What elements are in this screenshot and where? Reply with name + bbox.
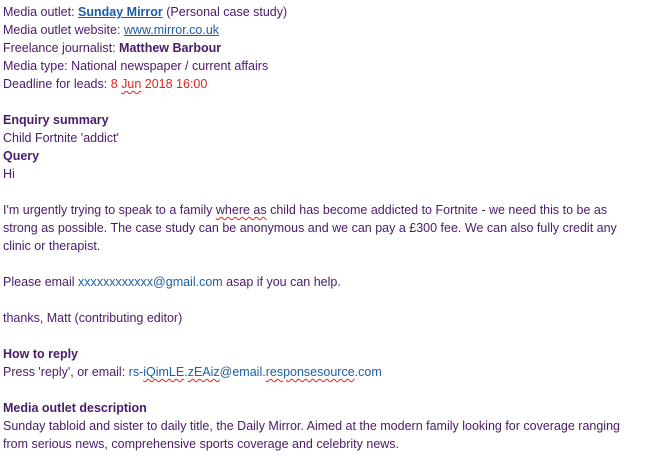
reply-email-part: @email. <box>219 365 266 379</box>
query-heading <box>3 147 643 165</box>
reply-email-part: .com <box>354 365 382 379</box>
spacer <box>3 381 643 399</box>
media-outlet-link[interactable]: Sunday Mirror <box>78 5 163 19</box>
media-outlet-note: (Personal case study) <box>162 5 288 19</box>
outlet-description-heading <box>3 399 643 417</box>
query-greeting: Hi <box>3 167 15 181</box>
enquiry-summary-heading-text: Enquiry summary <box>3 113 109 127</box>
media-type-label: Media type: <box>3 59 72 73</box>
media-type-value: National newspaper / current affairs <box>71 59 269 73</box>
query-body <box>3 201 643 255</box>
deadline-day: 8 <box>110 77 122 91</box>
website-label: Media outlet website: <box>3 23 124 37</box>
reply-instructions <box>3 363 643 381</box>
outlet-description-text: Sunday tabloid and sister to daily title, the Daily Mirror. Aimed at the modern family looking for coverage ranging from serious news, comprehensive sports coverage and celebrity news. <box>3 419 620 451</box>
reply-email-part: rs- <box>128 365 144 379</box>
contact-email-post: asap if you can help. <box>222 275 341 289</box>
media-type-line <box>3 57 643 75</box>
deadline-line <box>3 75 643 93</box>
contact-email-link[interactable]: xxxxxxxxxxxx@gmail.com <box>78 275 223 289</box>
reply-instructions-text: Press 'reply', or email: <box>3 365 129 379</box>
enquiry-summary-heading <box>3 111 643 129</box>
deadline-label: Deadline for leads: <box>3 77 111 91</box>
reply-email-link[interactable] <box>129 365 382 379</box>
enquiry-document <box>3 3 643 453</box>
journalist-line <box>3 39 643 57</box>
media-outlet-line <box>3 3 643 21</box>
deadline-year-time: 2018 16:00 <box>141 77 208 91</box>
reply-email-part: responsesource <box>265 365 355 379</box>
media-outlet-label: Media outlet: <box>3 5 79 19</box>
contact-email-pre: Please email <box>3 275 79 289</box>
signoff: thanks, Matt (contributing editor) <box>3 311 183 325</box>
reply-email-part: . <box>184 365 188 379</box>
deadline-month: Jun <box>121 77 142 91</box>
website-link[interactable]: www.mirror.co.uk <box>123 23 220 37</box>
contact-email-line <box>3 273 643 291</box>
reply-email-part: iQimLE <box>143 365 185 379</box>
query-body-start: I'm urgently trying to speak to a family <box>3 203 216 217</box>
outlet-description-heading-text: Media outlet description <box>3 401 147 415</box>
query-heading-text: Query <box>3 149 40 163</box>
how-to-reply-heading-text: How to reply <box>3 347 79 361</box>
spacer <box>3 327 643 345</box>
journalist-name: Matthew Barbour <box>119 41 222 55</box>
website-line <box>3 21 643 39</box>
spacer <box>3 291 643 309</box>
enquiry-summary-text: Child Fortnite 'addict' <box>3 131 119 145</box>
spacer <box>3 255 643 273</box>
deadline-value <box>111 77 208 91</box>
query-body-flagged: where as <box>215 203 267 217</box>
spacer <box>3 183 643 201</box>
how-to-reply-heading <box>3 345 643 363</box>
journalist-label: Freelance journalist: <box>3 41 120 55</box>
reply-email-part: zEAiz <box>187 365 220 379</box>
query-body-end: child has become addicted to Fortnite - we need this to be as strong as possible. The case study can be anonymous and we can pay a £300 fee. We can also fully credit any clinic or therapist. <box>3 203 617 253</box>
spacer <box>3 93 643 111</box>
